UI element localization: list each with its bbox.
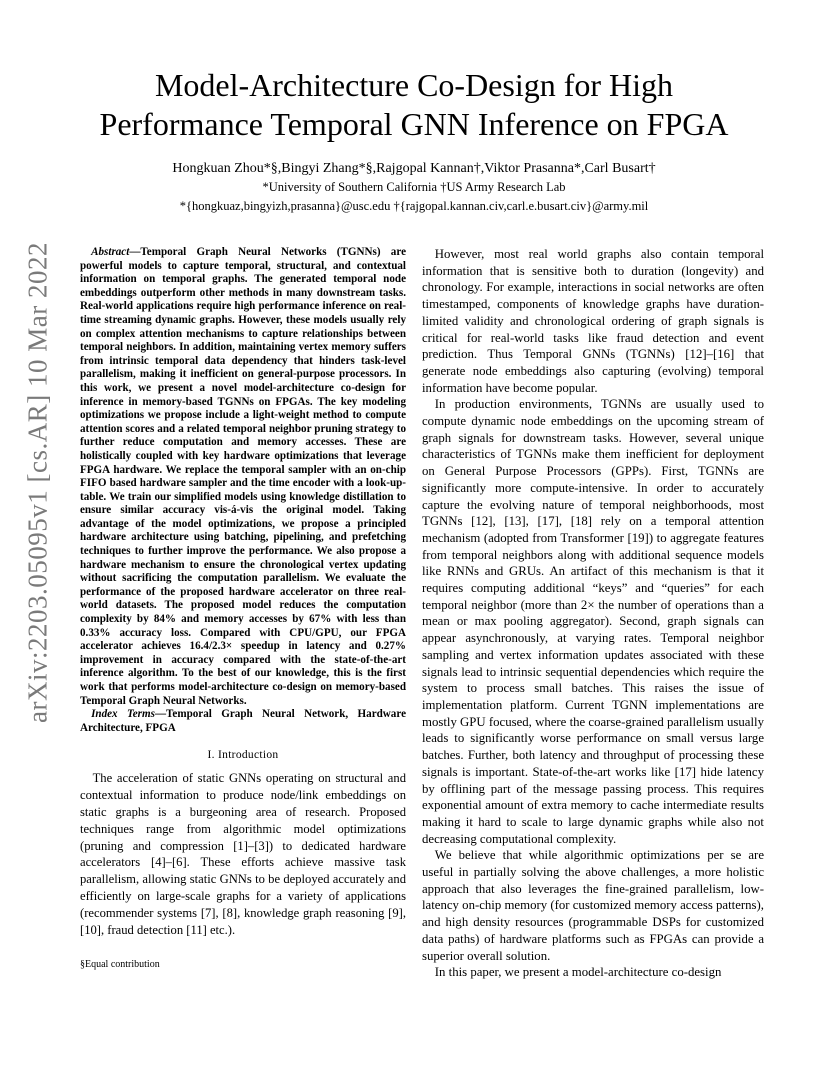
abstract-label: Abstract xyxy=(91,246,130,258)
title-line-1: Model-Architecture Co-Design for High xyxy=(154,67,674,103)
intro-paragraph-4: We believe that while algorithmic optimizations per se are useful in partially solving the above challenges, a more holistic approach that also leverages the fine-grained parallelism, low-latency on-chip memory (for customized memory access patterns), and high density resources (programmable DSPs for customized data paths) of hardware platforms such as FPGAs can provide a superior overall solution. xyxy=(422,848,764,963)
title-line-2: Performance Temporal GNN Inference on FPGA xyxy=(99,106,729,142)
affiliations: *University of Southern California †US Army Research Lab xyxy=(262,180,566,194)
intro-paragraph-5: In this paper, we present a model-architecture co-design xyxy=(434,965,722,980)
left-column xyxy=(80,246,406,938)
footnote-equal-contribution: §Equal contribution xyxy=(80,959,160,970)
section-heading-introduction: I. Introduction xyxy=(207,749,279,762)
paper-title xyxy=(0,66,828,144)
author-list: Hongkuan Zhou*§,Bingyi Zhang*§,Rajgopal Kannan†,Viktor Prasanna*,Carl Busart† xyxy=(172,161,656,176)
arxiv-identifier: arXiv:2203.05095v1 [cs.AR] 10 Mar 2022 xyxy=(22,242,53,724)
intro-paragraph-3: In production environments, TGNNs are usually used to compute dynamic node embeddings on the upcoming stream of graph signals for downstream tasks. However, several unique characteristics of TGNNs make them inefficient for deployment on General Purpose Processors (GPPs). First, TGNNs are significantly more compute-intensive. In order to accurately capture the evolving nature of temporal neighborhoods, most TGNNs [12], [13], [17], [18] rely on a temporal attention mechanism (adopted from Transformer [19]) to aggregate features from temporal neighbors along with additional sequence models like RNNs and GRUs. An artifact of this mechanism is that it requires computing additional “keys” and “queries” for each temporal neighbor (more than 2× the number of operations than a mean or max pooling aggregator). Second, graph signals can appear asynchronously, at varying rates. Temporal neighbor sampling and vertex information updates associated with these signals lead to intrinsic sequential dependencies which require the system to process small batches. This raises the issue of implementation platform. Current TGNN implementations are mostly GPU focused, where the coarse-grained parallelism usually leads to significantly worse performance on small versus large batches. Further, both latency and throughput of processing these signals is important. State-of-the-art works like [17] hide latency by offlining part of the message passing process. This requires exponential amount of extra memory to cache intermediate results making it hard to scale to large dynamic graphs while also not decreasing computational complexity. xyxy=(422,397,764,846)
abstract xyxy=(80,246,406,708)
index-terms-label: Index Terms xyxy=(91,708,155,721)
author-emails: *{hongkuaz,bingyizh,prasanna}@usc.edu †{rajgopal.kannan.civ,carl.e.busart.civ}@army.mil xyxy=(179,199,649,213)
abstract-text: —Temporal Graph Neural Networks (TGNNs) are powerful models to capture temporal, structural, and contextual information on temporal graphs. The generated temporal node embeddings outperform other methods in many downstream tasks. Real-world applications require high performance inference on real-time streaming dynamic graphs. However, these models usually rely on complex attention mechanisms to capture relationships between temporal neighbors. In addition, maintaining vertex memory suffers from intrinsic temporal data dependency that hinders task-level parallelism, making it inefficient on general-purpose processors. In this work, we present a novel model-architecture co-design for inference in memory-based TGNNs on FPGAs. The key modeling optimizations we propose include a light-weight method to compute attention scores and a related temporal neighbor pruning strategy to further reduce computation and memory accesses. These are holistically coupled with key hardware optimizations that leverage FPGA hardware. We replace the temporal sampler with an on-chip FIFO based hardware sampler and the time encoder with a look-up-table. We train our simplified models using knowledge distillation to ensure similar accuracy vis-á-vis the original model. Taking advantage of the model optimizations, we propose a principled hardware architecture using batching, pipelining, and prefetching techniques to further improve the performance. We also propose a hardware mechanism to ensure the chronological vertex updating without sacrificing the computation parallelism. We evaluate the performance of the proposed hardware accelerator on three real-world datasets. The proposed model reduces the computation complexity by 84% and memory accesses by 67% with less than 0.33% accuracy loss. Compared with CPU/GPU, our FPGA accelerator achieves 16.4/2.3× speedup in latency and 0.27% improvement in accuracy compared with the state-of-the-art inference algorithm. To the best of our knowledge, this is the first work that performs model-architecture co-design on memory-based Temporal Graph Neural Networks. xyxy=(80,246,406,707)
index-terms xyxy=(80,708,406,735)
intro-paragraph-1: The acceleration of static GNNs operating on structural and contextual information to produce node/link embeddings on static graphs is a burgeoning area of research. Proposed techniques range from algorithmic model optimizations (pruning and compression [1]–[3]) to dedicated hardware accelerators [4]–[6]. These efforts achieve massive task parallelism, allowing static GNNs to be deployed accurately and efficiently on large-scale graphs for a variety of applications (recommender systems [7], [8], knowledge graph reasoning [9], [10], fraud detection [11] etc.). xyxy=(80,771,406,937)
intro-paragraph-2: However, most real world graphs also contain temporal information that is sensitive both to duration (longevity) and chronology. For example, interactions in social networks are often timestamped, components of knowledge graphs have duration-limited validity and chronological ordering of graph signals is critical for real-world tasks like fraud detection and event prediction. Thus Temporal GNNs (TGNNs) [12]–[16] that generate node embeddings also capturing (evolving) temporal information have become popular. xyxy=(422,247,764,395)
index-terms-text: —Temporal Graph Neural Network, Hardware Architecture, FPGA xyxy=(80,708,406,734)
right-column xyxy=(422,246,764,981)
